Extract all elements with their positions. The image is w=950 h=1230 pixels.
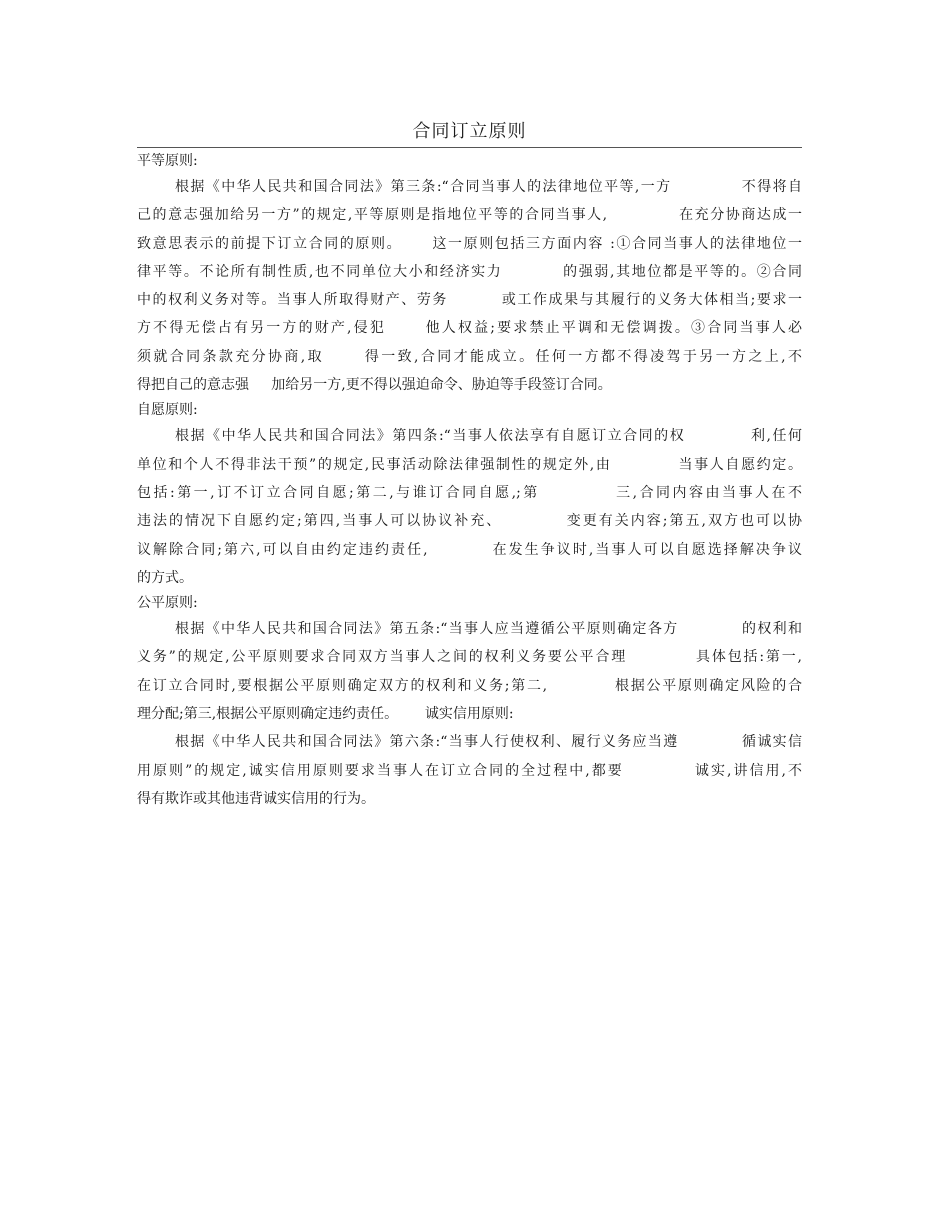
- paragraph-line: 得有欺诈或其他违背诚实信用的行为。: [137, 790, 375, 807]
- paragraph-line: 理分配;第三,根据公平原则确定违约责任。 诚实信用原则:: [137, 706, 514, 723]
- paragraph-line: 根据《中华人民共和国合同法》第五条:“当事人应当遵循公平原则确定各方 的权利和: [175, 621, 802, 638]
- paragraph-line: 违法的情况下自愿约定;第四,当事人可以协议补充、 变更有关内容;第五,双方也可以协: [137, 513, 802, 530]
- paragraph-line: 方不得无偿占有另一方的财产,侵犯 他人权益;要求禁止平调和无偿调拨。③合同当事人必: [137, 320, 802, 337]
- paragraph-line: 根据《中华人民共和国合同法》第三条:“合同当事人的法律地位平等,一方 不得将自: [175, 179, 802, 195]
- section-good-faith: [137, 728, 802, 813]
- paragraph-line: 义务”的规定,公平原则要求合同双方当事人之间的权利义务要公平合理 具体包括:第一,: [137, 649, 802, 666]
- paragraph-line: 议解除合同;第六,可以自由约定违约责任, 在发生争议时,当事人可以自愿选择解决争议: [137, 541, 802, 558]
- paragraph-line: 在订立合同时,要根据公平原则确定双方的权利和义务;第二, 根据公平原则确定风险的合: [137, 677, 802, 694]
- paragraph-line: 用原则”的规定,诚实信用原则要求当事人在订立合同的全过程中,都要 诚实,讲信用,不: [137, 762, 802, 779]
- paragraph-line: 得把自己的意志强 加给另一方,更不得以强迫命令、胁迫等手段签订合同。: [137, 377, 612, 394]
- title-underline: [137, 147, 802, 148]
- paragraph-line: 中的权利义务对等。当事人所取得财产、劳务 或工作成果与其履行的义务大体相当;要求一: [137, 292, 802, 309]
- paragraph-line: 根据《中华人民共和国合同法》第四条:“当事人依法享有自愿订立合同的权 利,任何: [175, 428, 802, 445]
- section-voluntariness: [137, 399, 802, 592]
- paragraph-line: 致意思表示的前提下订立合同的原则。 这一原则包括三方面内容 :①合同当事人的法律地位一: [137, 235, 802, 252]
- section-fairness: [137, 592, 802, 728]
- section-equality: [137, 150, 802, 399]
- paragraph-line: 己的意志强加给另一方”的规定,平等原则是指地位平等的合同当事人, 在充分协商达成一: [137, 207, 802, 224]
- paragraph-line: 须就合同条款充分协商,取 得一致,合同才能成立。任何一方都不得凌驾于另一方之上,不: [137, 348, 802, 365]
- paragraph-line: 律平等。不论所有制性质,也不同单位大小和经济实力 的强弱,其地位都是平等的。②合同: [137, 263, 802, 280]
- section-heading: 公平原则:: [137, 595, 198, 612]
- section-heading: 平等原则:: [137, 153, 198, 169]
- section-heading: 自愿原则:: [137, 402, 198, 419]
- document-title: 合同订立原则: [412, 121, 527, 142]
- paragraph-line: 根据《中华人民共和国合同法》第六条:“当事人行使权利、履行义务应当遵 循诚实信: [175, 734, 802, 751]
- paragraph-line: 单位和个人不得非法干预”的规定,民事活动除法律强制性的规定外,由 当事人自愿约定。: [137, 456, 802, 473]
- paragraph-line: 的方式。: [137, 569, 193, 586]
- document-body: [137, 150, 802, 813]
- paragraph-line: 包括:第一,订不订立合同自愿;第二,与谁订合同自愿,;第 三,合同内容由当事人在不: [137, 484, 802, 501]
